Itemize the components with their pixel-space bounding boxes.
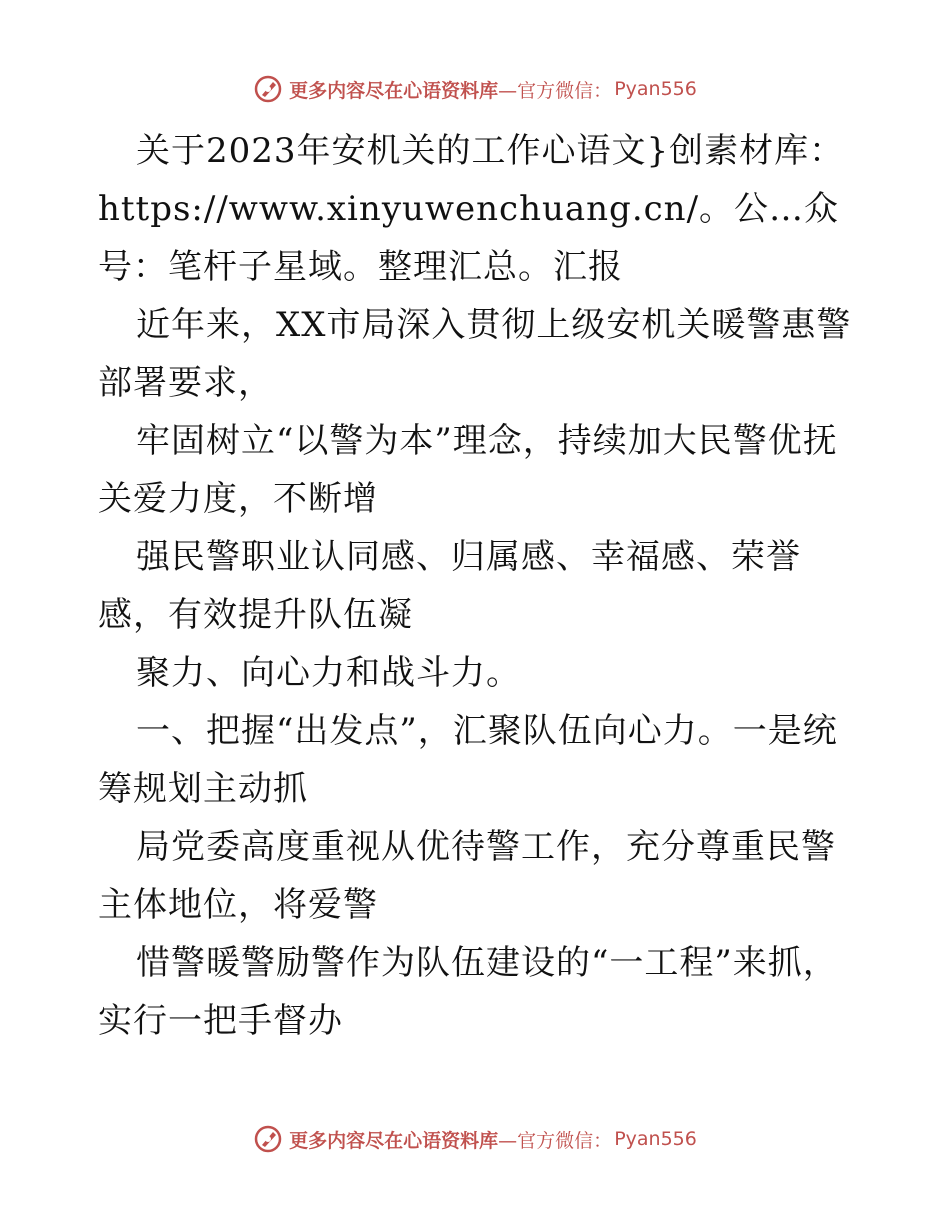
footer-watermark-banner <box>0 1124 950 1154</box>
paragraph: 一、把握“出发点”，汇聚队伍向心力。一是统筹规划主动抓 <box>98 711 838 809</box>
paragraph: 牢固树立“以警为本”理念，持续加大民警优抚关爱力度，不断增 <box>98 421 838 519</box>
banner-wechat-id: Pyan556 <box>614 78 697 100</box>
pen-seal-logo-icon <box>253 74 283 104</box>
paragraph: 近年来，XX市局深入贯彻上级安机关暖警惠警部署要求， <box>98 305 852 403</box>
banner-wechat-id: Pyan556 <box>614 1128 697 1150</box>
paragraph-title: 关于2023年安机关的工作心语文}创素材库：https://www.xinyuwenchuang.cn/。公…众号：笔杆子星域。整理汇总。汇报 <box>98 131 845 287</box>
banner-main-text: 更多内容尽在心语资料库 <box>289 1129 499 1152</box>
banner-sub-text: —官方微信： <box>498 1129 613 1152</box>
pen-seal-logo-icon <box>253 1124 283 1154</box>
banner-sub-text: —官方微信： <box>498 79 613 102</box>
paragraph: 强民警职业认同感、归属感、幸福感、荣誉感，有效提升队伍凝 <box>98 537 801 635</box>
paragraph: 聚力、向心力和战斗力。 <box>136 653 521 693</box>
paragraph: 局党委高度重视从优待警工作，充分尊重民警主体地位，将爱警 <box>98 827 836 925</box>
header-watermark-banner <box>0 74 950 104</box>
paragraph: 惜警暖警励警作为队伍建设的“一工程”来抓，实行一把手督办 <box>98 943 838 1041</box>
document-body <box>98 122 853 1050</box>
banner-main-text: 更多内容尽在心语资料库 <box>289 79 499 102</box>
